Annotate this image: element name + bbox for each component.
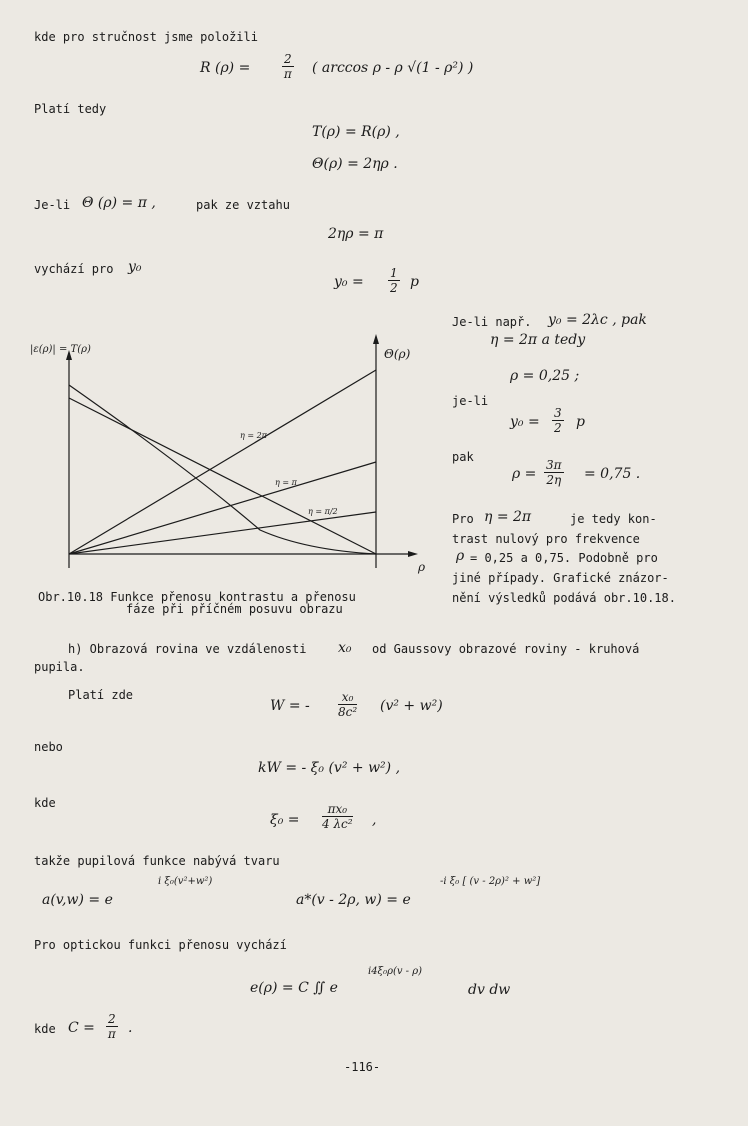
fraction-3pi-over-2eta: $\frac{3\pi}{2\eta}$ — [546, 458, 562, 487]
fraction-2-over-pi: $\frac{2}{\pi}$ — [283, 52, 292, 81]
figure-10-18 — [30, 330, 430, 580]
label-eta-2pi: η = 2π — [240, 431, 267, 440]
text-line: trast nulový pro frekvence — [452, 532, 640, 546]
fraction-pix0-over-4lc2: $\frac{\text{πx₀}}{\text{4 λc²}}$ — [322, 802, 353, 831]
formula-y0-rhs: p — [410, 274, 419, 290]
formula-right-rho2-rhs: = 0,75 . — [584, 466, 641, 482]
phase-line-pi-half — [69, 512, 376, 554]
formula-Theta: Θ(ρ) = 2ηρ . — [312, 156, 398, 172]
formula-xi-rhs: , — [372, 812, 377, 828]
formula-right-y0b: y₀ = — [510, 414, 540, 430]
formula-a: a(v,w) = e — [42, 892, 113, 908]
symbol-rho: ρ — [456, 548, 465, 564]
arrow-right-axis — [373, 334, 379, 344]
text-line: pupila. — [34, 660, 85, 674]
text-line: kde — [34, 1022, 56, 1036]
fraction-1-over-2: $\frac{1}{2}$ — [390, 266, 398, 295]
formula-W: W = - — [270, 698, 310, 714]
formula-eta-rho: 2ηρ = π — [328, 226, 384, 242]
text-line: je-li — [452, 394, 489, 408]
text-line: od Gaussovy obrazové roviny - kruhová — [372, 642, 640, 656]
formula-a-exp: i ξ₀(v²+w²) — [158, 876, 213, 887]
formula-right-rho1: ρ = 0,25 ; — [510, 368, 580, 384]
text-line: je tedy kon- — [570, 512, 657, 526]
curve-T — [69, 385, 376, 554]
xlabel: ρ — [418, 560, 426, 574]
fraction-x0-over-8c2: $\frac{\text{x₀}}{\text{8c²}}$ — [338, 690, 358, 719]
text-line: kde — [34, 796, 56, 810]
symbol-y0: y₀ — [128, 259, 142, 275]
caption-line: Obr.10.18 Funkce přenosu kontrastu a přenosu — [38, 590, 356, 604]
text-line: = 0,25 a 0,75. Podobně pro — [470, 551, 658, 565]
formula-astar: a*(v - 2ρ, w) = e — [296, 892, 411, 908]
text-line: pak — [452, 450, 474, 464]
text-line: Je-li — [34, 198, 71, 212]
label-eta-pi-half: η = π/2 — [308, 507, 338, 516]
text-line: kde pro stručnost jsme položili — [34, 30, 258, 44]
formula-kW: kW = - ξ₀ (v² + w²) , — [258, 760, 401, 776]
formula-e-exp: i4ξ₀ρ(v - ρ) — [368, 966, 423, 977]
text-line: vychází pro — [34, 262, 114, 276]
formula-R-rhs: ( arccos ρ - ρ √(1 - ρ²) ) — [312, 60, 474, 76]
text-line: Pro optickou funkci přenosu vychází — [34, 938, 287, 952]
formula-T: T(ρ) = R(ρ) , — [312, 124, 400, 140]
formula-right-rho2: ρ = — [512, 466, 537, 482]
fraction-3-over-2: $\frac{3}{2}$ — [554, 406, 562, 435]
caption-line: fáze při příčném posuvu obrazu — [126, 602, 343, 616]
formula-eta-2pi: η = 2π — [484, 509, 532, 525]
formula-right-y0: y₀ = 2λc , pak — [548, 312, 647, 328]
formula-R: R (ρ) = — [200, 60, 251, 76]
formula-xi: ξ₀ = — [270, 812, 300, 828]
formula-right-y0b-rhs: p — [576, 414, 585, 430]
text-line: pak ze vztahu — [196, 198, 290, 212]
formula-astar-exp: -i ξ₀ [ (v - 2ρ)² + w²] — [440, 876, 541, 887]
text-line: nění výsledků podává obr.10.18. — [452, 591, 676, 605]
page-number: -116- — [344, 1060, 381, 1074]
text-line: Pro — [452, 512, 474, 526]
phase-line-2pi — [69, 370, 376, 554]
text-line: Platí tedy — [34, 102, 107, 116]
arrow-x-axis — [408, 551, 418, 557]
label-eta-pi: η = π — [275, 478, 297, 487]
text-line: Platí zde — [68, 688, 134, 702]
ylabel-left: |ε(ρ)| = T(ρ) — [30, 344, 91, 355]
text-line: takže pupilová funkce nabývá tvaru — [34, 854, 280, 868]
formula-e-rhs: dv dw — [468, 982, 511, 998]
text-line: Je-li např. — [452, 315, 532, 329]
formula-e: e(ρ) = C ∬ e — [250, 980, 338, 996]
text-line: nebo — [34, 740, 63, 754]
formula-theta-cond: Θ (ρ) = π , — [82, 195, 156, 211]
formula-W-rhs: (v² + w²) — [380, 698, 443, 714]
formula-C-rhs: . — [128, 1020, 133, 1036]
text-line: h) Obrazová rovina ve vzdálenosti — [68, 642, 307, 656]
ylabel-right: Θ(ρ) — [384, 347, 411, 361]
formula-right-eta: η = 2π a tedy — [490, 332, 586, 348]
text-line: jiné případy. Grafické znázor- — [452, 571, 669, 585]
formula-y0: y₀ = — [334, 274, 364, 290]
symbol-x0: x₀ — [338, 640, 352, 656]
fraction-2-over-pi: $\frac{2}{\pi}$ — [107, 1012, 116, 1041]
formula-C: C = — [68, 1020, 95, 1036]
